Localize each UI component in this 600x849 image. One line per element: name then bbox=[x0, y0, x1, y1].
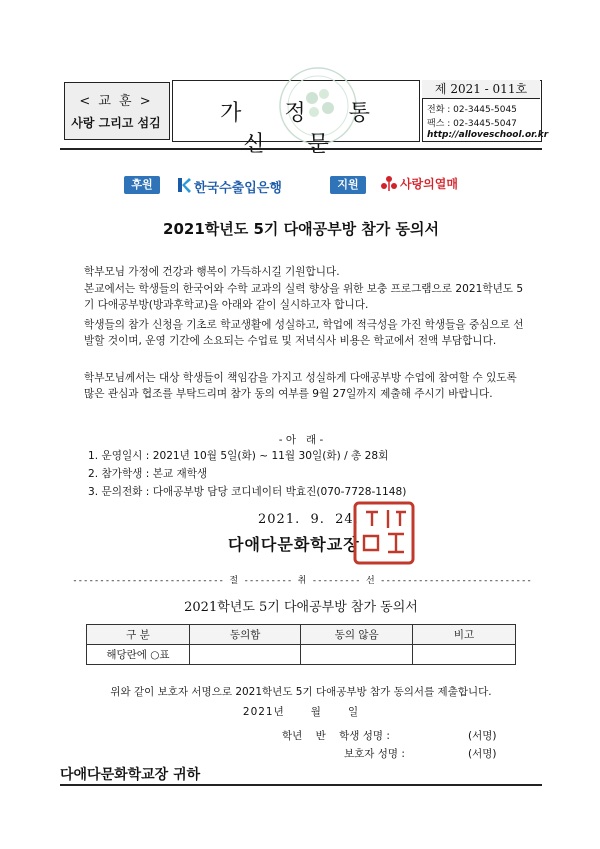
org-name: 사랑의열매 bbox=[400, 177, 458, 191]
motto-title: < 교 훈 > bbox=[79, 94, 153, 109]
header-note: 비고 bbox=[413, 625, 516, 645]
disagree-cell[interactable] bbox=[301, 645, 413, 665]
fax-number: 팩스 : 02-3445-5047 bbox=[427, 119, 517, 129]
page-title: 가 정 통 신 문 bbox=[220, 101, 388, 157]
issue-date: 2021. 9. 24. bbox=[258, 512, 359, 527]
intro-paragraph: 본교에서는 학생들의 한국어와 수학 교과의 실력 향상을 위한 보충 프로그램으로 2021학년도 5기 다애공부방(방과후학교)을 아래와 같이 실시하고자 합니다. bbox=[84, 283, 524, 312]
school-principal: 다애다문화학교장 bbox=[228, 535, 360, 554]
below-heading: - 아 래 - bbox=[278, 434, 324, 446]
bottom-divider bbox=[60, 784, 542, 786]
header-category: 구 분 bbox=[87, 625, 190, 645]
header-agree: 동의함 bbox=[189, 625, 301, 645]
note-cell[interactable] bbox=[413, 645, 516, 665]
recipient: 다애다문화학교장 귀하 bbox=[60, 767, 201, 783]
bank-logo-icon bbox=[176, 177, 192, 193]
website: http://alloveschool.or.kr bbox=[427, 130, 549, 140]
school-seal-icon bbox=[352, 500, 416, 566]
greeting-paragraph: 학부모님 가정에 건강과 행복이 가득하시길 기원합니다. bbox=[84, 266, 340, 278]
submit-statement: 위와 같이 보호자 서명으로 2021학년도 5기 다애공부방 참가 동의서를 제출합니다. bbox=[110, 686, 492, 698]
table-header-row bbox=[87, 625, 516, 645]
form-title: 2021학년도 5기 다애공부방 참가 동의서 bbox=[184, 600, 418, 615]
request-paragraph: 학부모님께서는 대상 학생들이 책임감을 가지고 성실하게 다애공부방 수업에 참여할 수 있도록 많은 관심과 협조를 부탁드리며 참가 동의 여부를 9월 27일까지 제출해 주시기 바랍니다. bbox=[84, 372, 517, 401]
agree-cell[interactable] bbox=[189, 645, 301, 665]
header-disagree: 동의 않음 bbox=[301, 625, 413, 645]
student-sign-label: 학년 반 학생 성명 : bbox=[282, 730, 390, 742]
guardian-sign-label: 보호자 성명 : bbox=[344, 748, 405, 760]
item-participants: 2. 참가학생 : 본교 재학생 bbox=[88, 468, 208, 480]
item-contact: 3. 문의전화 : 다애공부방 담당 코디네이터 박효진(070-7728-1148) bbox=[88, 486, 407, 498]
support-badge: 후원 bbox=[124, 176, 160, 194]
assist-badge: 지원 bbox=[330, 176, 366, 194]
guardian-sign-mark: (서명) bbox=[468, 748, 497, 760]
motto-text: 사랑 그리고 섬김 bbox=[71, 116, 161, 130]
consent-table bbox=[86, 624, 516, 665]
student-sign-mark: (서명) bbox=[468, 730, 497, 742]
table-row bbox=[87, 645, 516, 665]
row-instruction: 해당란에 ○표 bbox=[87, 645, 190, 665]
header-divider bbox=[60, 148, 542, 150]
document-title: 2021학년도 5기 다애공부방 참가 동의서 bbox=[163, 220, 439, 238]
cut-line: ---------------------------- 절 --------- 취 --------- 선 ---------------------------- bbox=[72, 576, 532, 586]
fruit-logo-icon bbox=[380, 175, 398, 193]
selection-paragraph: 학생들의 참가 신청을 기초로 학교생활에 성실하고, 학업에 적극성을 가진 학생들을 중심으로 선발할 것이며, 운영 기간에 소요되는 수업료 및 저녁식사 비용은 학교에서 전액 부담합니다. bbox=[84, 319, 524, 348]
phone-number: 전화 : 02-3445-5045 bbox=[427, 105, 517, 115]
bank-name: 한국수출입은행 bbox=[194, 181, 282, 196]
submit-date: 2021년 월 일 bbox=[242, 706, 360, 718]
item-schedule: 1. 운영일시 : 2021년 10월 5일(화) ~ 11월 30일(화) / 총 28회 bbox=[88, 450, 389, 462]
issue-number: 제 2021 - 011호 bbox=[422, 80, 540, 99]
